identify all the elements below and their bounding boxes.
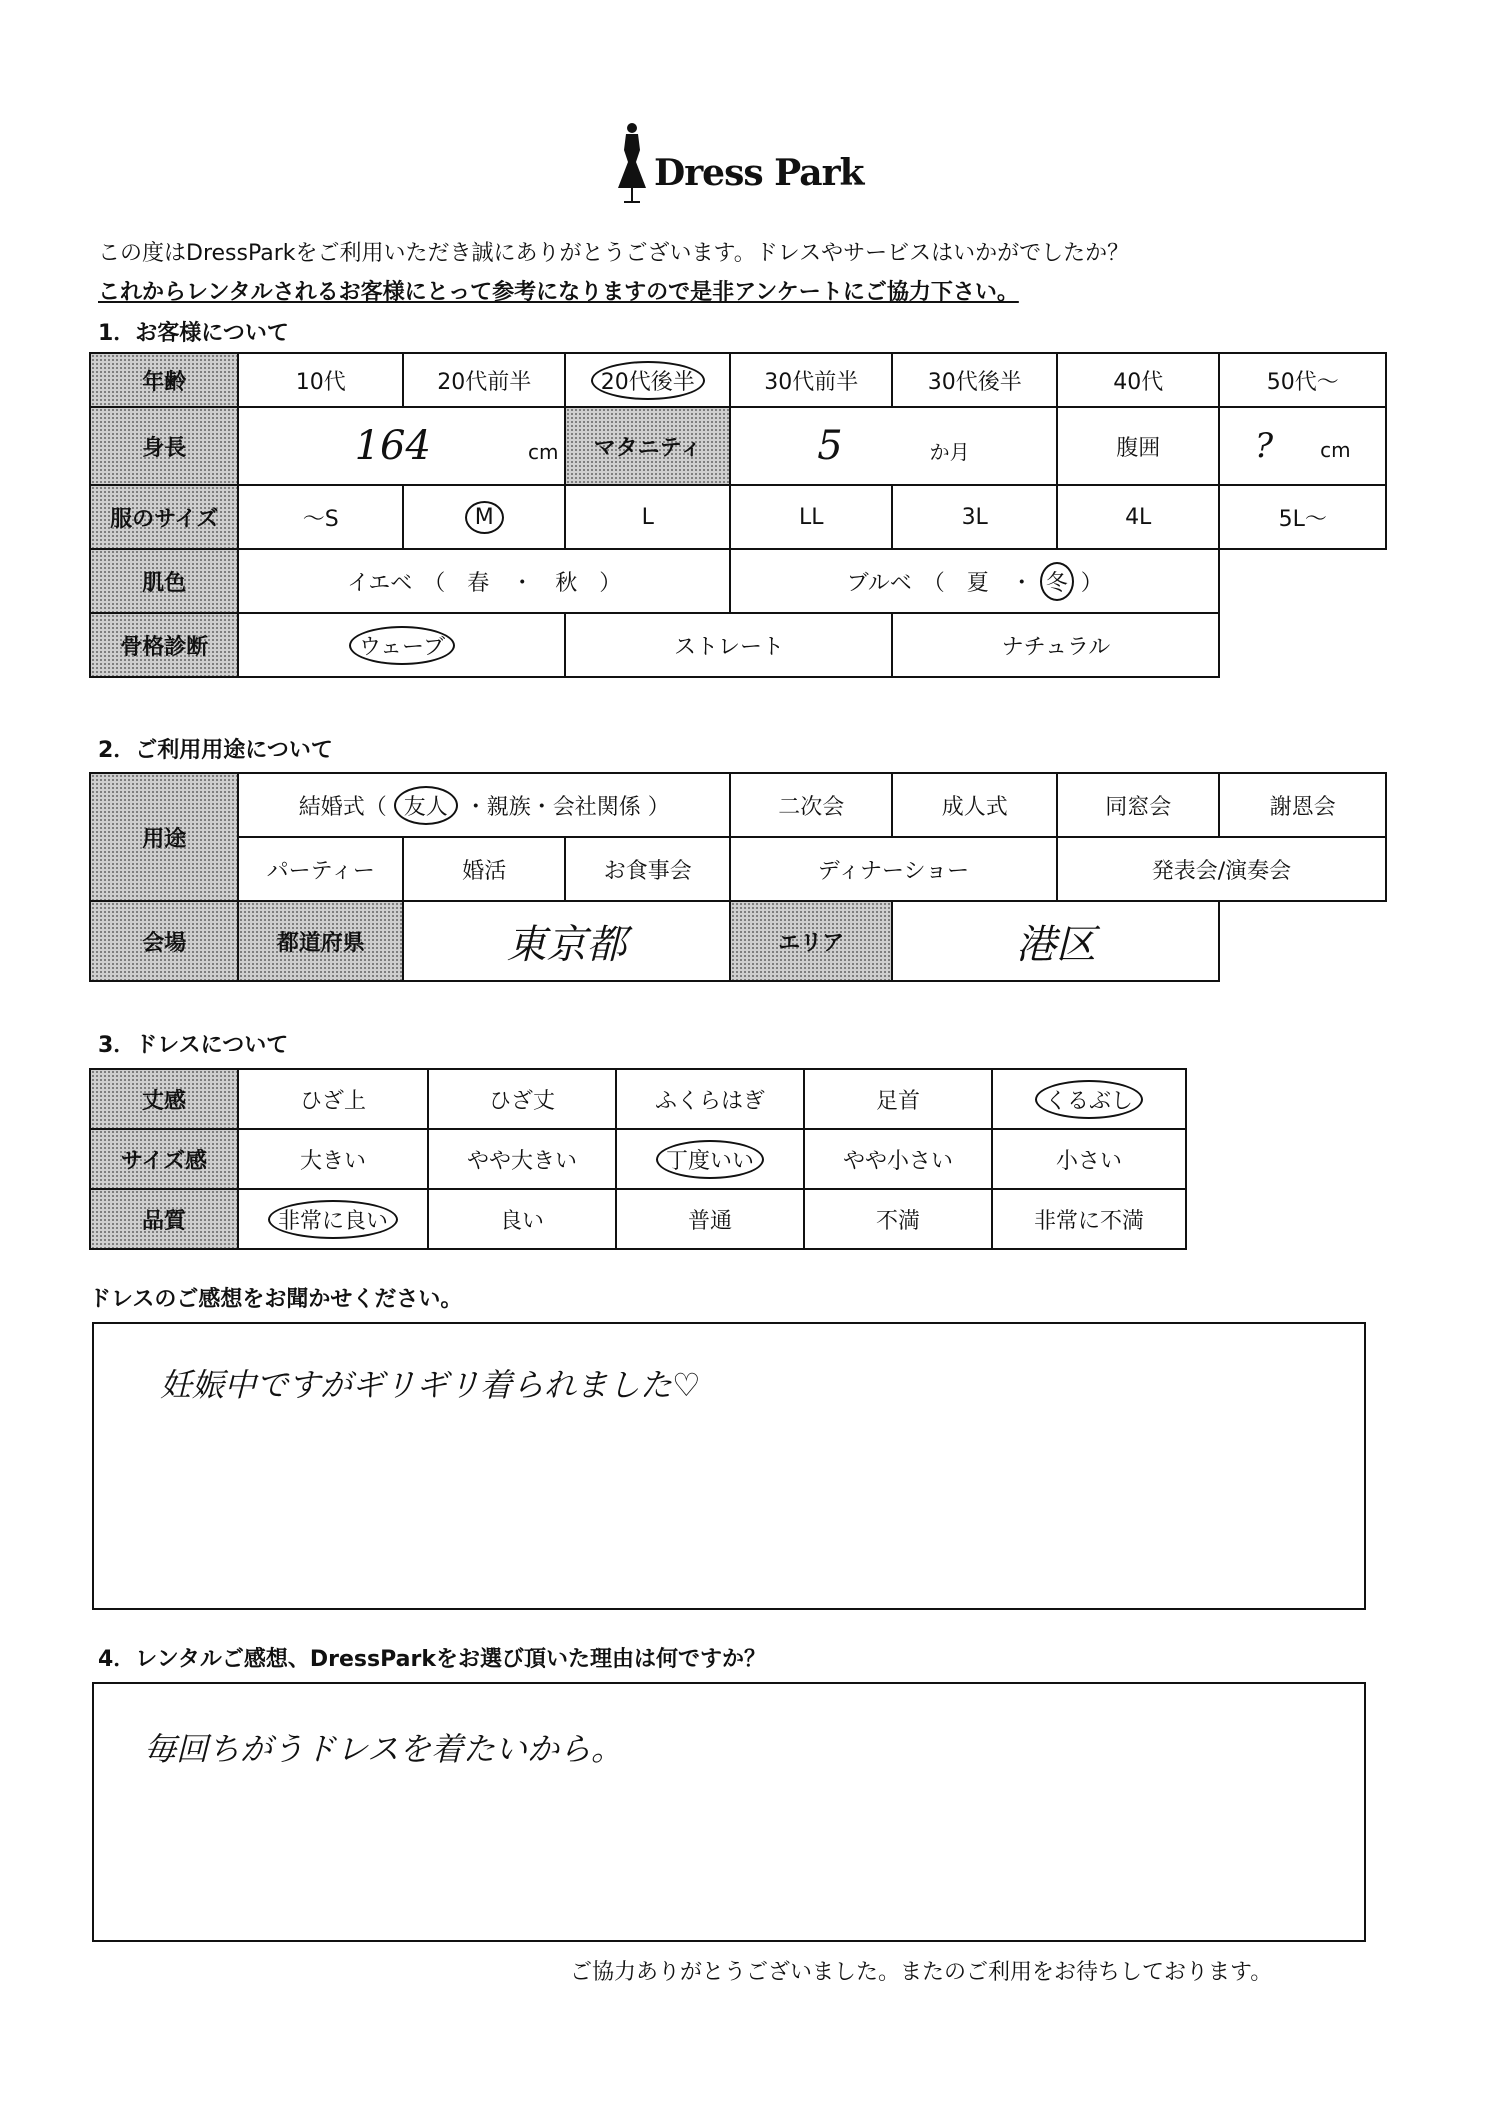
length-label: 丈感: [90, 1069, 238, 1129]
size-option-ll[interactable]: LL: [730, 485, 893, 549]
purpose-recital[interactable]: 発表会/演奏会: [1057, 837, 1386, 901]
selected-circle: 冬: [1040, 562, 1074, 601]
purpose-dinner-show[interactable]: ディナーショー: [730, 837, 1057, 901]
length-knee[interactable]: ひざ丈: [428, 1069, 616, 1129]
maternity-value: 5: [817, 423, 843, 469]
area-field[interactable]: [892, 901, 1219, 981]
fit-label: サイズ感: [90, 1129, 238, 1189]
purpose-coming-of-age[interactable]: 成人式: [892, 773, 1057, 837]
selected-circle: 丁度いい: [656, 1140, 764, 1179]
waist-unit: cm: [1320, 438, 1351, 462]
quality-average[interactable]: 普通: [616, 1189, 804, 1249]
dress-comment-prompt: ドレスのご感想をお聞かせください。: [89, 1287, 463, 1312]
intro-line-2: これからレンタルされるお客様にとって参考になりますので是非アンケートにご協力下さい。: [98, 280, 1019, 305]
height-value: 164: [354, 423, 431, 469]
purpose-wedding[interactable]: [238, 773, 730, 837]
area-value: 港区: [1015, 921, 1096, 968]
size-option-4l[interactable]: 4L: [1057, 485, 1220, 549]
height-field[interactable]: [238, 407, 565, 485]
length-below-ankle[interactable]: [992, 1069, 1186, 1129]
section-1-title: 1．お客様について: [98, 321, 289, 346]
blue-base-suffix: ）: [1080, 570, 1103, 596]
prefecture-value: 東京都: [506, 921, 627, 968]
reason-comment-box[interactable]: [92, 1682, 1366, 1942]
skin-blue-base[interactable]: [730, 549, 1220, 613]
skin-label: 肌色: [90, 549, 238, 613]
age-option-50s[interactable]: 50代～: [1219, 353, 1386, 407]
dresspark-logo: [612, 118, 864, 208]
selected-circle: 20代後半: [591, 361, 705, 400]
purpose-second-party[interactable]: 二次会: [730, 773, 893, 837]
fit-large[interactable]: 大きい: [238, 1129, 428, 1189]
length-above-knee[interactable]: ひざ上: [238, 1069, 428, 1129]
frame-option-natural[interactable]: ナチュラル: [892, 613, 1219, 677]
height-unit: cm: [527, 440, 559, 464]
quality-label: 品質: [90, 1189, 238, 1249]
reason-comment-text: 毎回ちがうドレスを着たいから。: [144, 1730, 624, 1768]
purpose-thanks-party[interactable]: 謝恩会: [1219, 773, 1386, 837]
section-4-title: 4．レンタルご感想、DressParkをお選び頂いた理由は何ですか？: [98, 1647, 766, 1672]
section-3-title: 3．ドレスについて: [98, 1033, 289, 1058]
quality-very-good[interactable]: [238, 1189, 428, 1249]
length-calf[interactable]: ふくらはぎ: [616, 1069, 804, 1129]
customer-info-table: [89, 352, 1387, 678]
maternity-unit: か月: [929, 440, 970, 464]
size-label: 服のサイズ: [90, 485, 238, 549]
purpose-party[interactable]: パーティー: [238, 837, 403, 901]
purpose-reunion[interactable]: 同窓会: [1057, 773, 1220, 837]
selected-circle: 非常に良い: [268, 1200, 398, 1239]
quality-unsatisfied[interactable]: 不満: [804, 1189, 992, 1249]
empty-cell: [1219, 613, 1386, 677]
size-option-s[interactable]: ～S: [238, 485, 403, 549]
dress-form-icon: [612, 118, 652, 208]
footer-thanks: ご協力ありがとうございました。またのご利用をお待ちしております。: [570, 1960, 1273, 1985]
blue-base-prefix: ブルベ （ 夏 ・: [846, 570, 1033, 596]
venue-label: 会場: [90, 901, 238, 981]
dress-comment-text: 妊娠中ですがギリギリ着られました♡: [160, 1366, 701, 1404]
frame-label: 骨格診断: [90, 613, 238, 677]
maternity-field[interactable]: [730, 407, 1057, 485]
wedding-prefix: 結婚式（: [298, 794, 387, 820]
logo-text: Dress Park: [654, 152, 864, 194]
dress-comment-box[interactable]: [92, 1322, 1366, 1610]
frame-option-straight[interactable]: ストレート: [565, 613, 892, 677]
selected-circle: 友人: [394, 786, 458, 825]
size-option-l[interactable]: L: [565, 485, 730, 549]
age-option-early-20s[interactable]: 20代前半: [403, 353, 566, 407]
age-option-late-30s[interactable]: 30代後半: [892, 353, 1057, 407]
length-ankle[interactable]: 足首: [804, 1069, 992, 1129]
age-option-early-30s[interactable]: 30代前半: [730, 353, 893, 407]
fit-slightly-large[interactable]: やや大きい: [428, 1129, 616, 1189]
wedding-suffix: ・親族・会社関係 ）: [464, 794, 670, 820]
purpose-dinner[interactable]: お食事会: [565, 837, 730, 901]
age-option-40s[interactable]: 40代: [1057, 353, 1220, 407]
age-label: 年齢: [90, 353, 238, 407]
quality-good[interactable]: 良い: [428, 1189, 616, 1249]
size-option-3l[interactable]: 3L: [892, 485, 1057, 549]
prefecture-label: 都道府県: [238, 901, 403, 981]
area-label: エリア: [730, 901, 893, 981]
prefecture-field[interactable]: [403, 901, 730, 981]
skin-yellow-base[interactable]: イエベ （ 春 ・ 秋 ）: [238, 549, 730, 613]
purpose-label: 用途: [90, 773, 238, 901]
size-option-5l[interactable]: 5L～: [1219, 485, 1386, 549]
section-2-title: 2．ご利用用途について: [98, 738, 333, 763]
size-option-m[interactable]: [403, 485, 566, 549]
selected-circle: M: [465, 501, 504, 534]
waist-field[interactable]: [1219, 407, 1386, 485]
age-option-10s[interactable]: 10代: [238, 353, 403, 407]
fit-slightly-small[interactable]: やや小さい: [804, 1129, 992, 1189]
selected-circle: ウェーブ: [349, 626, 455, 665]
frame-option-wave[interactable]: [238, 613, 565, 677]
purpose-konkatsu[interactable]: 婚活: [403, 837, 566, 901]
age-option-late-20s[interactable]: [565, 353, 730, 407]
empty-cell: [1219, 901, 1386, 981]
selected-circle: くるぶし: [1035, 1080, 1143, 1119]
height-label: 身長: [90, 407, 238, 485]
fit-small[interactable]: 小さい: [992, 1129, 1186, 1189]
dress-table: [89, 1068, 1187, 1250]
quality-very-unsatisfied[interactable]: 非常に不満: [992, 1189, 1186, 1249]
usage-table: [89, 772, 1387, 982]
fit-just-right[interactable]: [616, 1129, 804, 1189]
waist-value: ?: [1254, 426, 1274, 466]
waist-label: 腹囲: [1057, 407, 1220, 485]
intro-line-1: この度はDressParkをご利用いただき誠にありがとうございます。ドレスやサービスはいかがでしたか？: [98, 241, 1130, 266]
empty-cell: [1219, 549, 1386, 613]
maternity-label: マタニティ: [565, 407, 730, 485]
